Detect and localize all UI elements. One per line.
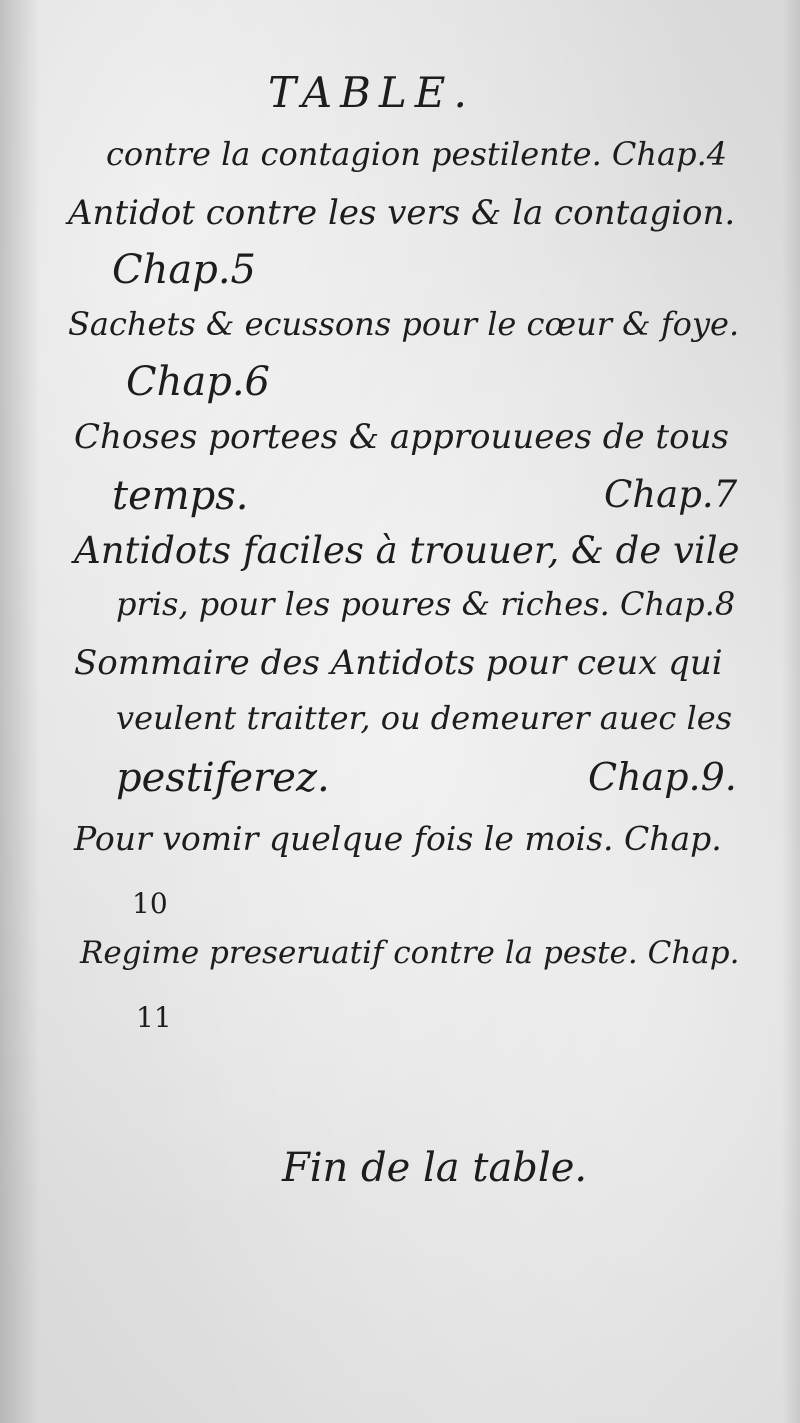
closing-line: Fin de la table. — [282, 1145, 588, 1191]
running-head: TABLE. — [268, 68, 475, 117]
toc-chapter-ref: 11 — [136, 1001, 172, 1034]
toc-line: pris, pour les poures & riches. Chap.8 — [116, 585, 736, 623]
toc-chapter-ref: Chap.7 — [604, 473, 738, 516]
toc-chapter-ref: 10 — [132, 887, 168, 920]
toc-line: temps. — [112, 473, 249, 519]
toc-line: Antidot contre les vers & la contagion. — [68, 193, 736, 233]
toc-line: Regime preseruatif contre la peste. Chap. — [80, 935, 740, 971]
toc-line: contre la contagion pestilente. Chap.4 — [106, 135, 728, 173]
toc-chapter-ref: Chap.6 — [126, 359, 270, 405]
toc-chapter-ref: Chap.5 — [112, 247, 256, 293]
toc-line: pestiferez. — [116, 755, 330, 801]
toc-line: Antidots faciles à trouuer, & de vile — [74, 529, 740, 572]
toc-line: veulent traitter, ou demeurer auec les — [116, 699, 733, 737]
toc-line: Sachets & ecussons pour le cœur & foye. — [68, 305, 740, 343]
toc-line: Pour vomir quelque fois le mois. Chap. — [74, 819, 722, 858]
toc-line: Sommaire des Antidots pour ceux qui — [74, 643, 723, 683]
toc-chapter-ref: Chap.9. — [588, 755, 737, 799]
toc-line: Choses portees & approuuees de tous — [74, 417, 729, 457]
